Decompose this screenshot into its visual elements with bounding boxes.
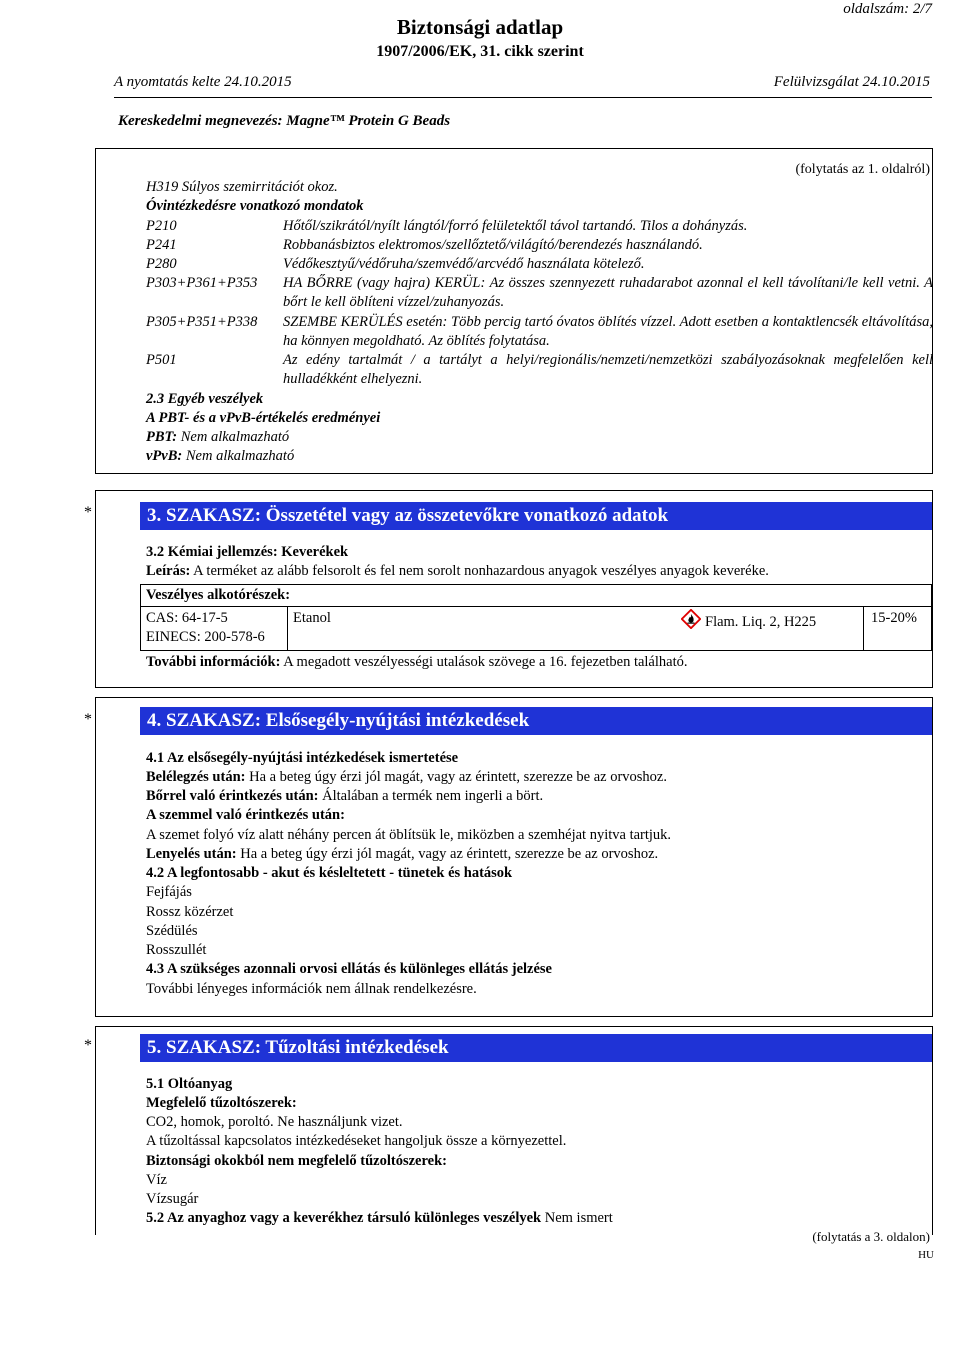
table-col-line: [863, 606, 864, 650]
section3-title: 3. SZAKASZ: Összetétel vagy az összetevőkre vonatkozó adatok: [147, 505, 669, 526]
ingestion-label: Lenyelés után:: [146, 846, 237, 862]
trade-name: Kereskedelmi megnevezés: Magne™ Protein G Beads: [118, 113, 451, 129]
additional-info-text: A megadott veszélyességi utalások szövege a 16. fejezetben található.: [283, 654, 688, 670]
skin-row: [146, 787, 932, 806]
vpvb-label: vPvB:: [146, 448, 183, 464]
ingestion-text: Ha a beteg úgy érzi jól magát, vagy az érintett, szerezze be az orvoshoz.: [240, 846, 659, 862]
skin-label: Bőrrel való érintkezés után:: [146, 788, 319, 804]
description-row: [146, 562, 932, 581]
table-heading: Veszélyes alkotórészek:: [146, 587, 291, 603]
ingestion-row: [146, 845, 932, 864]
symptom-item: Rossz közérzet: [146, 904, 234, 920]
continued-from: (folytatás az 1. oldalról): [795, 162, 930, 177]
header-divider: [114, 97, 932, 98]
print-date: A nyomtatás kelte 24.10.2015: [114, 74, 292, 90]
p-text: Védőkesztyű/védőruha/szemvédő/arcvédő használata kötelező.: [283, 256, 645, 272]
skin-text: Általában a termék nem ingerli a bört.: [322, 788, 544, 804]
p-text: SZEMBE KERÜLÉS esetén: Több percig tartó óvatos öblítés vízzel. Adott esetben a kontaktlencsék eltávolítása, ha könnyen megoldható. Az öblítés folytatása.: [283, 314, 933, 350]
page-number: oldalszám: 2/7: [843, 1, 932, 17]
other-hazards-heading: 2.3 Egyéb veszélyek: [146, 391, 264, 407]
precaution-heading: Óvintézkedésre vonatkozó mondatok: [146, 198, 364, 214]
inhalation-row: [146, 768, 932, 787]
unsuitable-item: Vízsugár: [146, 1191, 199, 1207]
symptom-item: Szédülés: [146, 923, 198, 939]
pbt-heading: A PBT- és a vPvB-értékelés eredményei: [146, 410, 381, 426]
change-marker: *: [84, 1037, 92, 1054]
cas-number: CAS: 64-17-5: [146, 610, 228, 626]
symptom-item: Rosszullét: [146, 942, 207, 958]
p-text: Robbanásbiztos elektromos/szellőztető/világító/berendezés használandó.: [283, 237, 703, 253]
description-label: Leírás:: [146, 563, 191, 579]
pbt-value: Nem alkalmazható: [180, 429, 290, 445]
p-text: Hőtől/szikrától/nyílt lángtól/forró felületektől távol tartandó. Tilos a dohányzás.: [283, 218, 748, 234]
pbt-row: [146, 428, 932, 447]
section5-sub1: 5.1 Oltóanyag: [146, 1076, 233, 1092]
vpvb-row: [146, 447, 932, 466]
p-text: HA BŐRRE (vagy hajra) KERÜL: Az összes szennyezett ruhadarabot azonnal el kell távolítani/le kell vetni. A bőrt le kell öblíteni vízzel/zuhanyozás.: [283, 275, 933, 311]
language-code: HU: [918, 1249, 934, 1261]
section5-sub2-text: Nem ismert: [544, 1210, 613, 1226]
p-code: P280: [146, 256, 177, 272]
symptom-item: Fejfájás: [146, 884, 192, 900]
inhalation-text: Ha a beteg úgy érzi jól magát, vagy az érintett, szerezze be az orvoshoz.: [249, 769, 667, 785]
table-header-line: [140, 606, 932, 607]
section4-title: 4. SZAKASZ: Elsősegély-nyújtási intézkedések: [147, 710, 530, 731]
p-text: Az edény tartalmát / a tartályt a helyi/regionális/nemzeti/nemzetközi szabályozásoknak megfelelően kell hulladékként elhelyezni.: [283, 352, 933, 388]
description-text: A terméket az alább felsorolt és fel nem sorolt nonhazardous anyagok veszélyes anyagok keveréke.: [193, 563, 769, 579]
section4-sub2: 4.2 A legfontosabb - akut és késleltetett - tünetek és hatások: [146, 865, 513, 881]
table-left-line: [140, 584, 141, 650]
suitable-line: CO2, homok, poroltó. Ne használjunk vizet.: [146, 1114, 403, 1130]
section5-sub2: 5.2 Az anyaghoz vagy a keverékhez társuló különleges veszélyek: [146, 1210, 542, 1226]
section4-sub3: 4.3 A szükséges azonnali orvosi ellátás és különleges ellátás jelzése: [146, 961, 552, 977]
p-code: P241: [146, 237, 177, 253]
table-bottom-line: [140, 650, 932, 651]
section4-sub1: 4.1 Az elsősegély-nyújtási intézkedések ismertetése: [146, 750, 459, 766]
component-name: Etanol: [293, 610, 331, 626]
unsuitable-item: Víz: [146, 1172, 167, 1188]
suitable-line: A tűzoltással kapcsolatos intézkedéseket hangoljuk össze a környezettel.: [146, 1133, 567, 1149]
p-code: P210: [146, 218, 177, 234]
table-right-line: [931, 584, 932, 650]
suitable-label: Megfelelő tűzoltószerek:: [146, 1095, 297, 1111]
additional-info-label: További információk:: [146, 654, 281, 670]
pbt-label: PBT:: [146, 429, 178, 445]
eye-text: A szemet folyó víz alatt néhány percen át öblítsük le, miközben a szemhéjat nyitva tartjuk.: [146, 827, 672, 843]
section5-sub2-row: [146, 1209, 932, 1228]
p-code: P303+P361+P353: [146, 275, 258, 291]
p-code: P305+P351+P338: [146, 314, 258, 330]
section4-sub3-text: További lényeges információk nem állnak rendelkezésre.: [146, 981, 477, 997]
table-col-line: [287, 606, 288, 650]
section5-title: 5. SZAKASZ: Tűzoltási intézkedések: [147, 1037, 449, 1058]
unsuitable-label: Biztonsági okokból nem megfelelő tűzoltószerek:: [146, 1153, 447, 1169]
continued-to: (folytatás a 3. oldalon): [812, 1229, 930, 1244]
inhalation-label: Belélegzés után:: [146, 769, 246, 785]
change-marker: *: [84, 711, 92, 728]
flame-hazard-icon: [681, 609, 701, 629]
section4-title-bar: [140, 707, 932, 735]
hazard-h319: H319 Súlyos szemirritációt okoz.: [146, 179, 338, 195]
eye-label: A szemmel való érintkezés után:: [146, 807, 345, 823]
document-title: Biztonsági adatlap: [396, 15, 564, 39]
p-code: P501: [146, 352, 177, 368]
component-concentration: 15-20%: [871, 610, 917, 626]
einecs-number: EINECS: 200-578-6: [146, 629, 265, 645]
section3-title-bar: [140, 502, 932, 530]
section3-subheading: 3.2 Kémiai jellemzés: Keverékek: [146, 544, 349, 560]
section5-title-bar: [140, 1034, 932, 1062]
revision-date: Felülvizsgálat 24.10.2015: [773, 74, 930, 90]
document-subtitle: 1907/2006/EK, 31. cikk szerint: [376, 43, 584, 60]
table-top-line: [140, 584, 932, 585]
change-marker: *: [84, 504, 92, 521]
component-classification: Flam. Liq. 2, H225: [705, 614, 817, 630]
additional-info-row: [146, 653, 932, 672]
vpvb-value: Nem alkalmazható: [185, 448, 295, 464]
